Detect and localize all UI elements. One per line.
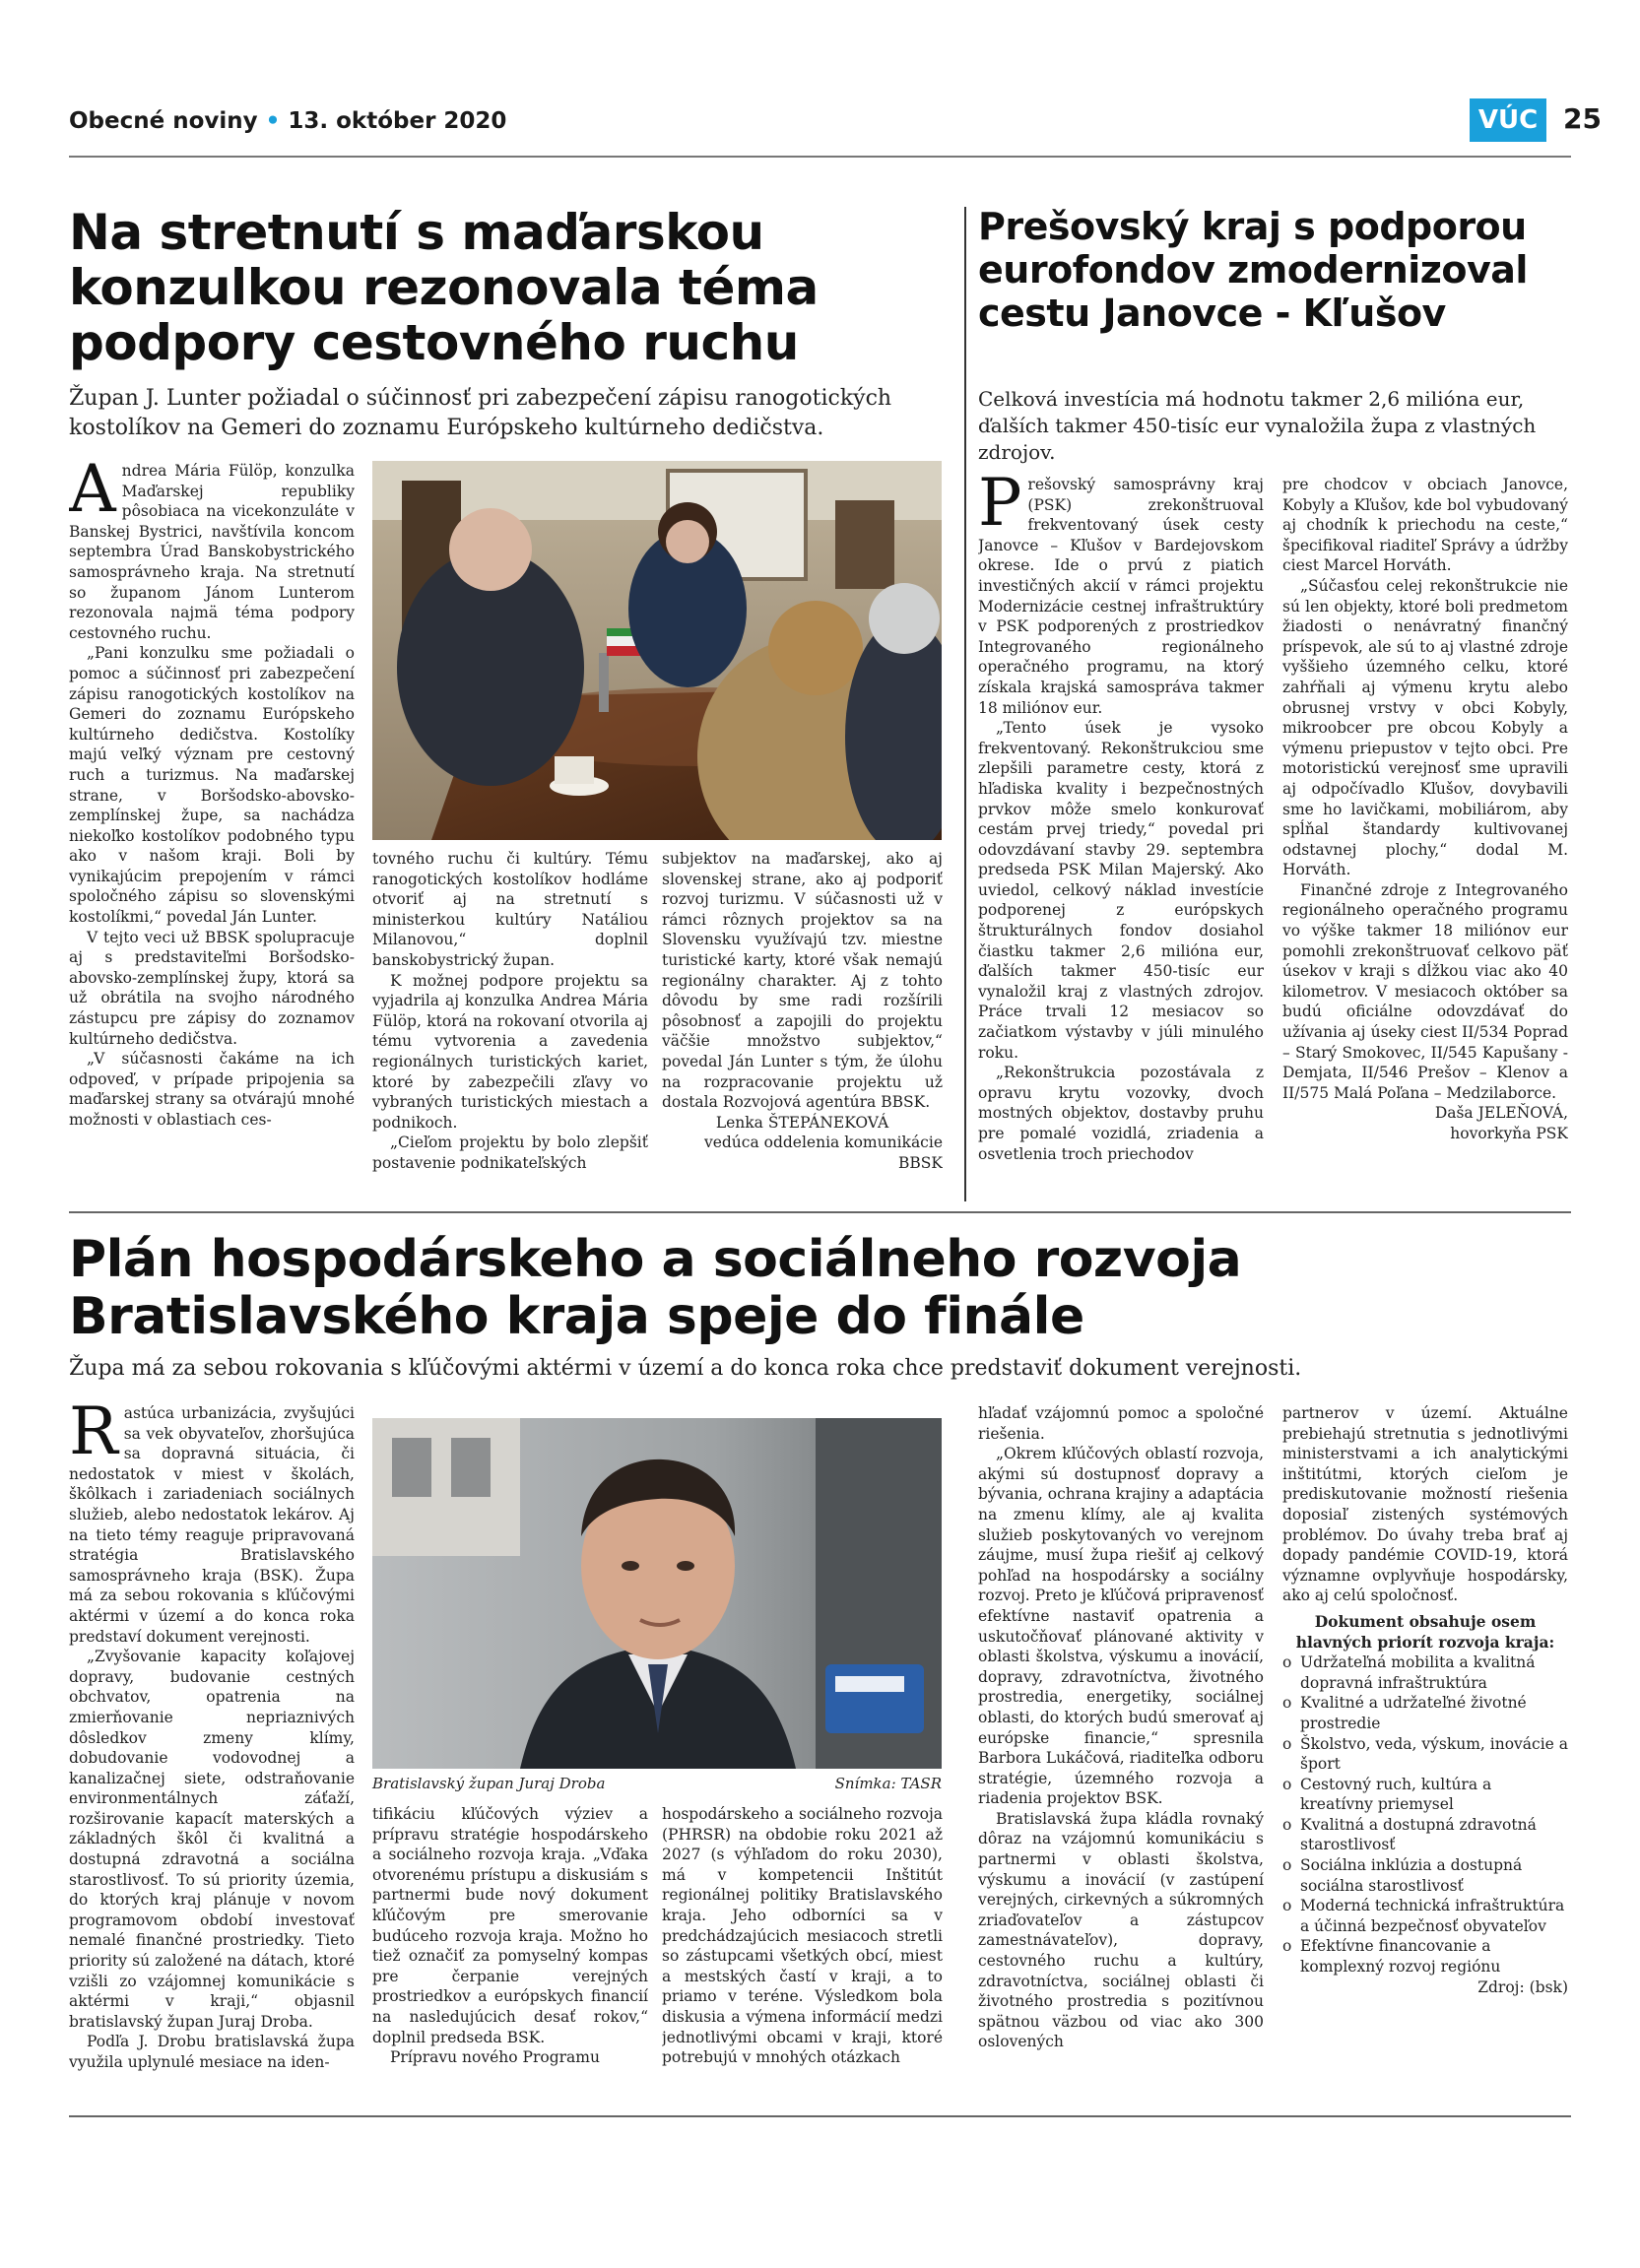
article3-paragraph: tifikáciu kľúčových výziev a prípravu stratégie hospodárskeho a sociálneho rozvoja kraja. „Vďaka otvorenému prístupu a diskusiám s partnermi bude nový dokument kľúčovým pre smerovanie budúceho rozvoja kraja. Možno ho tiež označiť za pomyselný kompas pre čerpanie verejných prostriedkov a európskych financií na nasledujúcich desať rokov,“ doplnil predseda BSK. bbox=[372, 1805, 648, 2046]
footer-divider bbox=[69, 2115, 1571, 2117]
article2-paragraph: pre chodcov v obciach Janovce, Kobyly a Kľušov, kde bol vybudovaný aj chodník k priechodu na ceste,“ špecifikoval riaditeľ Správy a údržby ciest Marcel Horváth. bbox=[1282, 476, 1568, 575]
article3-lead: Župa má za sebou rokovania s kľúčovými aktérmi v území a do konca roka chce predstaviť dokument verejnosti. bbox=[69, 1356, 1302, 1381]
page-header bbox=[69, 98, 1602, 150]
article1-headline: Na stretnutí s maďarskou konzulkou rezonovala téma podpory cestovného ruchu bbox=[69, 204, 819, 371]
author-organization: BBSK bbox=[898, 1153, 943, 1172]
author-role: vedúca oddelenia komunikácie bbox=[703, 1134, 943, 1152]
issue-date: 13. október 2020 bbox=[288, 108, 507, 134]
article1-paragraph: tovného ruchu či kultúry. Tému ranogotických kostolíkov hodláme otvoriť aj na stretnutí s ministerkou kultúry Natáliou Milanovou,“ doplnil banskobystrický župan. bbox=[372, 850, 648, 969]
author-role: hovorkyňa PSK bbox=[1450, 1125, 1568, 1142]
article2-column-2 bbox=[1282, 475, 1568, 1203]
article3-headline: Plán hospodárskeho a sociálneho rozvoja Bratislavského kraja speje do finále bbox=[69, 1230, 1242, 1346]
article3-paragraph: hospodárskeho a sociálneho rozvoja (PHRSR) na obdobie roku 2021 až 2027 (s výhľadom do roku 2030), má v kompetencii Inštitút regionálnej politiky Bratislavského kraja. Jeho odborníci sa v predchádzajúcich mesiacoch stretli so zástupcami všetkých obcí, miest a mestských častí v kraji, a to priamo v teréne. Výsledkom bola diskusia a výmena informácií medzi jednotlivými obcami v kraji, ktoré potrebujú v mnohých otázkach bbox=[662, 1805, 943, 2067]
article2-paragraph: „Rekonštrukcia pozostávala z opravu krytu vozovky, dvoch mostných objektov, dostavby pruhu pre pomalé vozidlá, zriadenia a osvetlenia troch priechodov bbox=[978, 1064, 1264, 1163]
article3-paragraph: hľadať vzájomnú pomoc a spoločné riešenia. bbox=[978, 1404, 1264, 1443]
article1-paragraph: Andrea Mária Fülöp, konzulka Maďarskej republiky pôsobiaca na vicekonzuláte v Banskej Bystrici, navštívila koncom septembra Úrad Banskobystrického samosprávneho kraja. Na stretnutí so županom Jánom Lunterom rezonovala najmä téma podpory cestovného ruchu. bbox=[69, 461, 355, 642]
article3-paragraph: „Okrem kľúčových oblastí rozvoja, akými sú dostupnosť dopravy a bývania, ochrana krajiny a adaptácia na zmenu klímy, ale aj kvalita služieb poskytovaných vo verejnom záujme, musí župa riešiť aj celkový pohľad na hospodársky a sociálny rozvoj. Preto je kľúčová pripravenosť efektívne nastaviť opatrenia a uskutočňovať plánované aktivity v oblasti školstva, výskumu a inovácií, dopravy, zdravotníctva, životného prostredia, energetiky, sociálnej oblasti, do ktorých budú smerovať aj európske financie,“ spresnila Barbora Lukáčová, riaditeľka odboru stratégie, územného rozvoja a riadenia projektov BSK. bbox=[978, 1445, 1264, 1808]
article1-column-1 bbox=[69, 461, 355, 1199]
priorities-title: Dokument obsahuje osem hlavných priorít rozvoja kraja: bbox=[1295, 1611, 1555, 1652]
column-divider bbox=[964, 207, 966, 1201]
section-badge: VÚC bbox=[1470, 98, 1546, 142]
header-divider bbox=[69, 156, 1571, 158]
source-note: Zdroj: (bsk) bbox=[1477, 1977, 1568, 1996]
article1-column-3 bbox=[662, 849, 943, 1203]
article1-column-2 bbox=[372, 849, 648, 1203]
article2-paragraph: Finančné zdroje z Integrovaného regionálneho operačného programu vo výške takmer 18 miliónov eur pomohli zrekonštruovať celkovo päť úsekov v kraji s dĺžkou viac ako 40 kilometrov. V mesiacoch október sa budú oficiálne odovzdávať do užívania aj úseky ciest II/534 Poprad – Starý Smokovec, II/545 Kapušany - Demjata, II/546 Prešov – Klenov a II/575 Malá Poľana – Medzilaborce. bbox=[1282, 880, 1568, 1102]
article1-paragraph: subjektov na maďarskej, ako aj slovenskej strane, ako aj podporiť rozvoj turizmu. V súčasnosti už v rámci rôznych projektov sa na Slovensku využívajú tzv. miestne turistické karty, ktoré však nemajú regionálny charakter. Aj z tohto dôvodu by sme radi rozšírili pôsobnosť a zapojili do projektu väčšie množstvo subjektov,“ povedal Ján Lunter s tým, že úlohu na rozpracovanie projektu už dostala Rozvojová agentúra BBSK. bbox=[662, 850, 943, 1112]
article1-paragraph: V tejto veci už BBSK spolupracuje aj s predstaviteľmi Boršodsko-abovsko-zemplínskej župy, ktorá sa už obrátila na svojho národného zástupcu pre zápisy do zoznamov kultúrneho dedičstva. bbox=[69, 928, 355, 1048]
portrait-photo-image bbox=[372, 1418, 942, 1769]
paper-name: Obecné noviny bbox=[69, 108, 258, 134]
article1-paragraph: „Cieľom projektu by bolo zlepšiť postavenie podnikateľských bbox=[372, 1134, 648, 1172]
article3-paragraph: Prípravu nového Programu bbox=[390, 2048, 600, 2067]
article2-paragraph: „Tento úsek je vysoko frekventovaný. Rekonštrukciou sme zlepšili parametre cesty, ktorá z hľadiska kvality i bezpečnostných prvkov môže smelo konkurovať cestám prvej triedy,“ povedal pri odovzdávaní stavby 29. septembra predseda PSK Milan Majerský. Ako uviedol, celkový náklad investície podporenej z európskych štrukturálnych fondov dosiahol čiastku takmer 2,6 miliónа eur, ďalších takmer 450-tisíc eur vynaložil kraj z vlastných zdrojov. Práce trvali 12 mesiacov so začiatkom výstavby v júli minulého roku. bbox=[978, 719, 1264, 1062]
drop-cap: P bbox=[978, 475, 1022, 541]
article3-column-5 bbox=[1282, 1403, 1568, 2110]
article3-paragraph: Bratislavská župa kládla rovnaký dôraz na vzájomnú komunikáciu s partnermi v oblasti školstva, výskumu a inovácií (v zastúpení verejných, cirkevných a súkromných zriaďovateľov a zástupcov zamestnávateľov), dopravy, cestovného ruchu a kultúry, zdravotníctva, sociálnej oblasti či životného prostredia s pozitívnou spätnou väzbou od viac ako 300 oslovených bbox=[978, 1809, 1264, 2051]
portrait-photo bbox=[372, 1418, 942, 1769]
photo-credit: Snímka: TASR bbox=[834, 1775, 942, 1792]
separator-dot: • bbox=[265, 108, 281, 134]
page-number: 25 bbox=[1563, 102, 1602, 135]
priority-item: o Kvalitná a dostupná zdravotná starostlivosť bbox=[1282, 1815, 1568, 1855]
section-divider bbox=[69, 1211, 1571, 1213]
priority-item: o Udržateľná mobilita a kvalitná dopravná infraštruktúra bbox=[1282, 1652, 1568, 1693]
article3-column-2 bbox=[372, 1804, 648, 2110]
article3-column-1 bbox=[69, 1403, 355, 2110]
article3-paragraph: Podľa J. Drobu bratislavská župa využila uplynulé mesiace na iden- bbox=[69, 2033, 355, 2071]
priority-item: o Sociálna inklúzia a dostupná sociálna starostlivosť bbox=[1282, 1855, 1568, 1896]
priority-item: o Cestovný ruch, kultúra a kreatívny priemysel bbox=[1282, 1775, 1568, 1815]
article1-paragraph: „V súčasnosti čakáme na ich odpoveď, v prípade pripojenia sa maďarskej strany sa otvárajú mnohé možnosti v oblastiach ces- bbox=[69, 1050, 355, 1129]
article3-column-3 bbox=[662, 1804, 943, 2110]
article1-paragraph: K možnej podpore projektu sa vyjadrila aj konzulka Andrea Mária Fülöp, ktorá na rokovaní otvorila aj tému vytvorenia a zavedenia regionálnych turistických kariet, ktoré by zabezpečili zľavy vo vybraných turistických miestach a podnikoch. bbox=[372, 971, 648, 1132]
priority-item: o Kvalitné a udržateľné životné prostredie bbox=[1282, 1693, 1568, 1733]
article2-headline: Prešovský kraj s podporou eurofondov zmodernizoval cestu Janovce - Kľušov bbox=[978, 205, 1528, 335]
article3-paragraph: Rastúca urbanizácia, zvyšujúci sa vek obyvateľov, zhoršujúca sa dopravná situácia, či nedostatok v miest v školách, škôlkach i zariadeniach sociálnych služieb, alebo nedostatok lekárov. Aj na tieto témy reaguje pripravovaná stratégia Bratislavského samosprávneho kraja (BSK). Župa má za sebou rokovania s kľúčovými aktérmi v území a do konca roka predstaví dokument verejnosti. bbox=[69, 1403, 355, 1646]
newspaper-masthead bbox=[69, 108, 506, 134]
article3-paragraph: „Zvyšovanie kapacity koľajovej dopravy, budovanie cestných obchvatov, opatrenia na zmierňovanie nepriaznivých dôsledkov zmeny klímy, dobudovanie vodovodnej a kanalizačnej siete, odstraňovanie environmentálnych záťaží, rozširovanie kapacít materských a základných škôl či kvalitná a dostupná zdravotná a sociálna starostlivosť. To sú priority územia, do ktorých kraj plánuje v novom programovom období investovať nemalé finančné prostriedky. Tieto priority sú založené na dátach, ktoré vzišli zo vzájomnej komunikácie s aktérmi v kraji,“ objasnil bratislavský župan Juraj Droba. bbox=[69, 1648, 355, 2031]
article2-column-1 bbox=[978, 475, 1264, 1203]
article2-paragraph: Prešovský samosprávny kraj (PSK) zrekonštruoval frekventovaný úsek cesty Janovce – Kľušov v Bardejovskom okrese. Ide o prvú z piatich investičných akcií v rámci projektu Modernizácie cestnej infraštruktúry v PSK podporených z prostriedkov Integrovaného regionálneho operačného programu, na ktorý získala krajská samospráva takmer 18 miliónov eur. bbox=[978, 475, 1264, 717]
priorities-list bbox=[1282, 1652, 1568, 1977]
priority-item: o Moderná technická infraštruktúra a účinná bezpečnosť obyvateľov bbox=[1282, 1896, 1568, 1936]
article3-column-4 bbox=[978, 1403, 1264, 2110]
drop-cap: A bbox=[69, 461, 116, 527]
article2-lead: Celková investícia má hodnotu takmer 2,6 milióna eur, ďalších takmer 450-tisíc eur vynaložila župa z vlastných zdrojov. bbox=[978, 387, 1537, 464]
author-name: Daša JELEŇOVÁ, bbox=[1434, 1104, 1568, 1123]
photo-caption-row bbox=[372, 1775, 942, 1792]
meeting-photo bbox=[372, 461, 942, 840]
article1-paragraph: „Pani konzulku sme požiadali o pomoc a súčinnosť pri zabezpečení zápisu ranogotických kostolíkov na Gemeri do zoznamu Európskeho kultúrneho dedičstva. Kostolíky majú veľký význam pre cestovný ruch a turizmus. Na maďarskej strane, v Boršodsko-abovsko-zemplínskej župe, sa nachádza niekoľko kostolíkov podobného typu ako v našom kraji. Boli by vynikajúcim prepojením v rámci spoločného zápisu so slovenskými kostolíkmi,“ povedal Ján Lunter. bbox=[69, 644, 355, 927]
article1-lead: Župan J. Lunter požiadal o súčinnosť pri zabezpečení zápisu ranogotických kostolíkov na Gemeri do zoznamu Európskeho kultúrneho dedičstva. bbox=[69, 386, 892, 440]
article3-paragraph: partnerov v území. Aktuálne prebiehajú stretnutia s jednotlivými ministerstvami a ich analytickými inštitútmi, ktorých cieľom je prediskutovanie možností riešenia doposiaľ zistených systémových problémov. Do úvahy treba brať aj dopady pandémie COVID-19, ktorá významne ovplyvňuje hospodársky, ako aj celú spoločnosť. bbox=[1282, 1404, 1568, 1605]
meeting-photo-image bbox=[372, 461, 942, 840]
article2-paragraph: „Súčasťou celej rekonštrukcie nie sú len objekty, ktoré boli predmetom žiadosti o nenávratný finančný príspevok, ale sú to aj vlastné zdroje vyššieho územného celku, ktoré zahŕňali aj výmenu krytu alebo obrusnej vrstvy v obci Kobyly, mikroobcer pre obcou Kobyly a výmenu priepustov v tejto obci. Pre motoristickú verejnosť sme upravili aj odpočívadlo Kľušov, dovybavili sme ho lavičkami, mobiliárom, aby spĺňal štandardy kultivovanej odstavnej plochy,“ dodal M. Horváth. bbox=[1282, 576, 1568, 879]
drop-cap: R bbox=[69, 1403, 118, 1469]
priority-item: o Efektívne financovanie a komplexný rozvoj regiónu bbox=[1282, 1936, 1568, 1976]
priority-item: o Školstvo, veda, výskum, inovácie a šport bbox=[1282, 1734, 1568, 1775]
photo-caption: Bratislavský župan Juraj Droba bbox=[372, 1775, 606, 1792]
author-name: Lenka ŠTEPÁNEKOVÁ bbox=[715, 1113, 889, 1132]
